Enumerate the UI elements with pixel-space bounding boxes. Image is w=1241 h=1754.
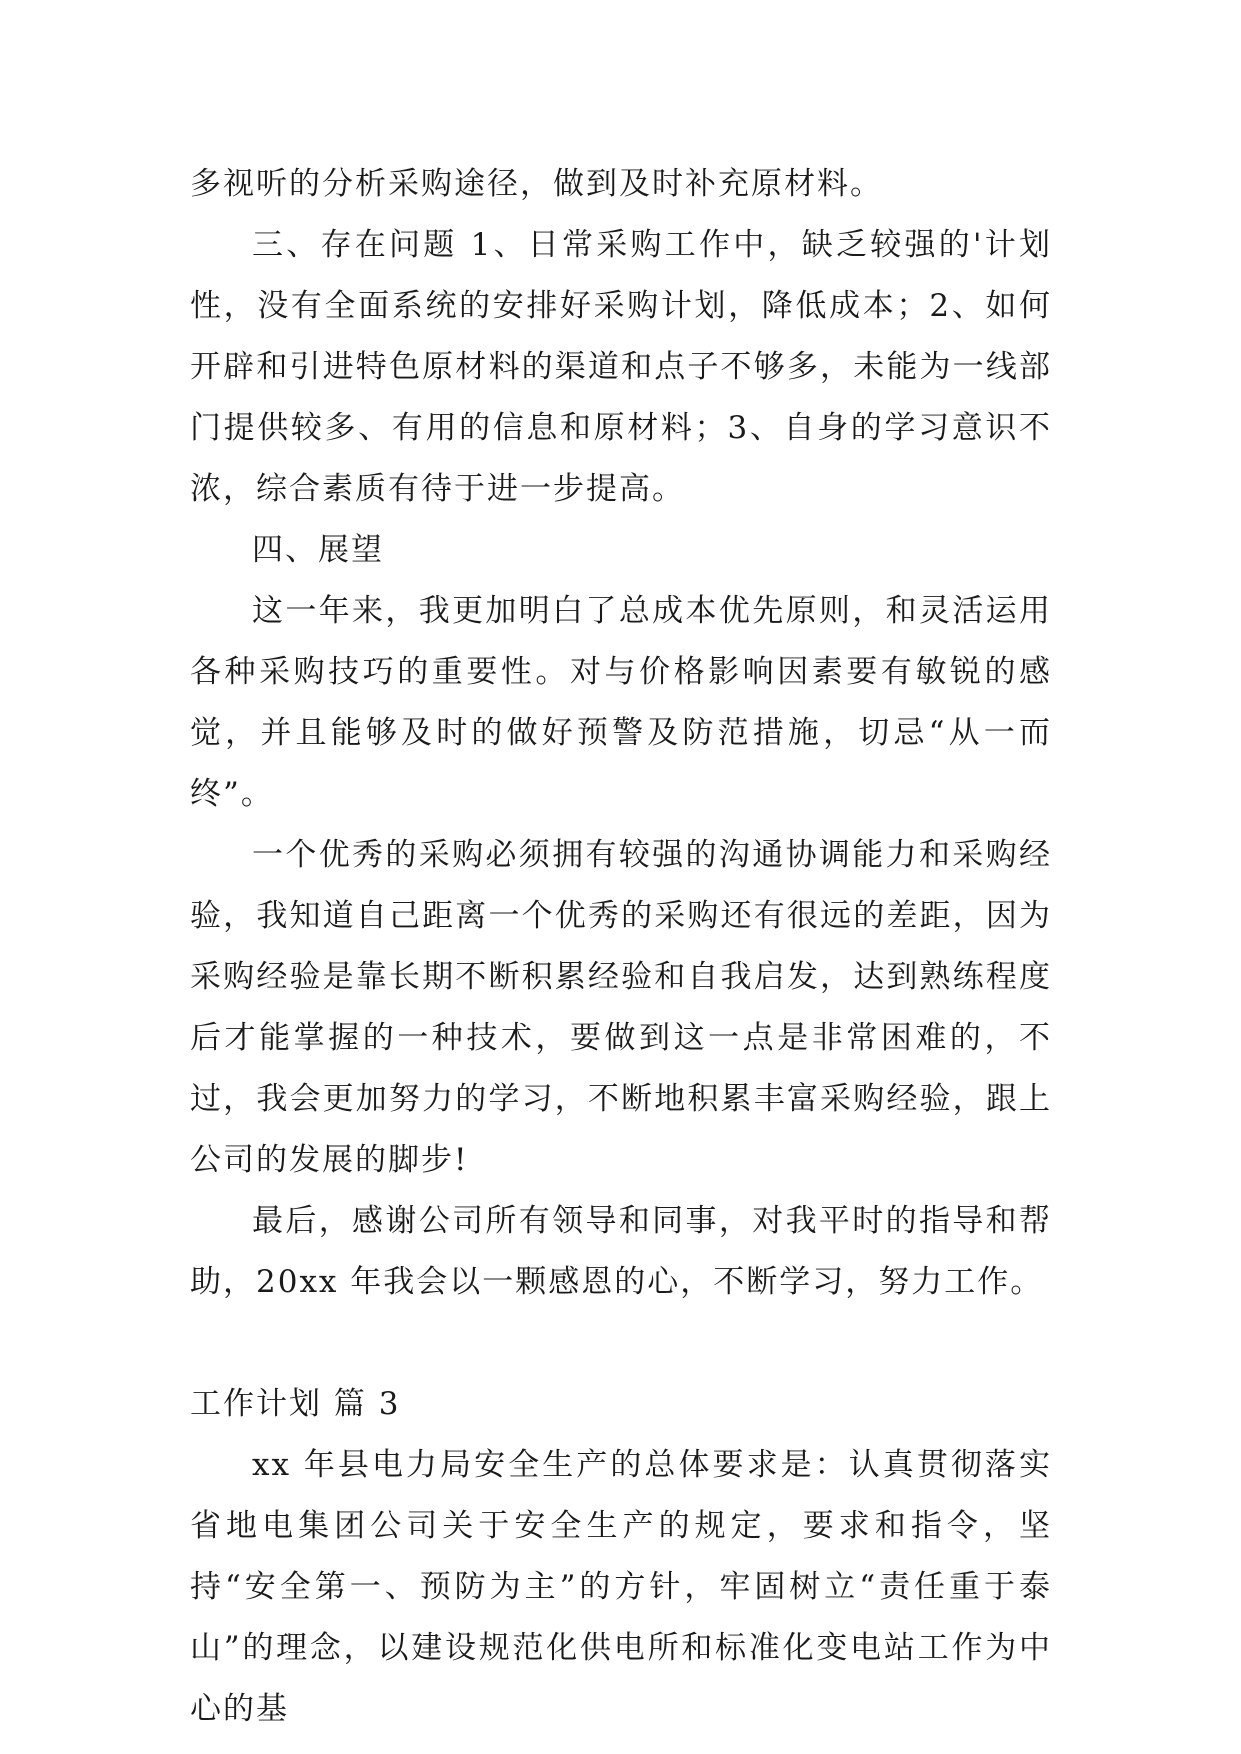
- paragraph: 多视听的分析采购途径，做到及时补充原材料。: [190, 166, 883, 202]
- paragraph: 三、存在问题 1、日常采购工作中，缺乏较强的'计划性，没有全面系统的安排好采购计划，降低成本；2、如何开辟和引进特色原材料的渠道和点子不够多，未能为一线部门提供较多、有用的信息和原材料；3、自身的学习意识不浓，综合素质有待于进一步提高。: [190, 227, 1052, 507]
- paragraph: 这一年来，我更加明白了总成本优先原则，和灵活运用各种采购技巧的重要性。对与价格影响因素要有敏锐的感觉，并且能够及时的做好预警及防范措施，切忌“从一而终”。: [190, 593, 1052, 812]
- paragraph: 最后，感谢公司所有领导和同事，对我平时的指导和帮助，20xx 年我会以一颗感恩的心，不断学习，努力工作。: [190, 1203, 1052, 1300]
- paragraph: 一个优秀的采购必须拥有较强的沟通协调能力和采购经验，我知道自己距离一个优秀的采购还有很远的差距，因为采购经验是靠长期不断积累经验和自我启发，达到熟练程度后才能掌握的一种技术，要做到这一点是非常困难的，不过，我会更加努力的学习，不断地积累丰富采购经验，跟上公司的发展的脚步!: [190, 837, 1052, 1178]
- paragraph: xx 年县电力局安全生产的总体要求是：认真贯彻落实省地电集团公司关于安全生产的规定，要求和指令，坚持“安全第一、预防为主”的方针，牢固树立“责任重于泰山”的理念，以建设规范化供电所和标准化变电站工作为中心的基: [190, 1447, 1052, 1727]
- section-heading: 工作计划 篇 3: [190, 1386, 401, 1422]
- section-subheading: 四、展望: [252, 532, 384, 568]
- document-body: [190, 154, 1052, 1740]
